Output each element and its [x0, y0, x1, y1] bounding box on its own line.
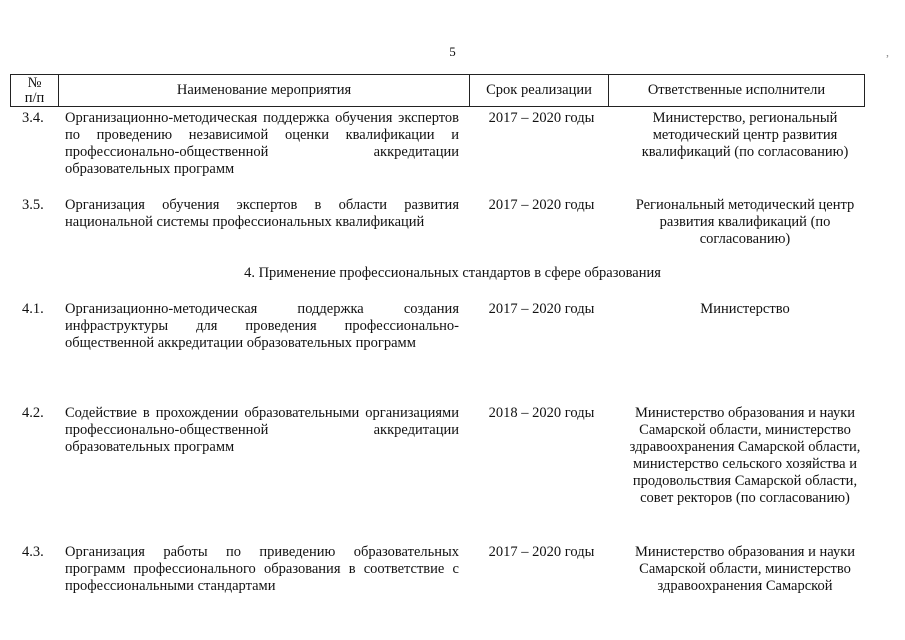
row-name: Организация работы по приведению образовательных программ профессионального образования в соответствие с профессиональными стандартами [65, 544, 459, 594]
row-number: 4.1. [22, 301, 44, 317]
header-name: Наименование мероприятия [59, 75, 470, 106]
row-term: 2017 – 2020 годы [488, 197, 595, 213]
row-name: Содействие в прохождении образовательными организациями профессионально-общественной аккредитации образовательных программ [65, 405, 459, 455]
header-responsible: Ответственные исполнители [647, 82, 826, 98]
row-term: 2017 – 2020 годы [488, 544, 595, 560]
row-name: Организационно-методическая поддержка создания инфраструктуры для проведения профессионально-общественной аккредитации образовательных программ [65, 301, 459, 351]
header-term: Срок реализации [470, 75, 609, 106]
page-number: 5 [449, 44, 456, 59]
row-number: 3.5. [22, 197, 44, 213]
corner-mark: , [886, 45, 889, 59]
row-term: 2017 – 2020 годы [488, 301, 595, 317]
row-responsible: Министерство, региональный методический центр развития квалификаций (по согласованию) [641, 110, 849, 160]
row-name: Организационно-методическая поддержка обучения экспертов по проведению независимой оценки квалификации и профессионально-общественной аккредитации образовательных программ [65, 110, 459, 177]
header-number-line2: п/п [24, 89, 45, 106]
row-number: 4.2. [22, 405, 44, 421]
row-number: 4.3. [22, 544, 44, 560]
row-responsible: Министерство [700, 301, 790, 317]
row-term: 2017 – 2020 годы [488, 110, 595, 126]
header-number-cell [11, 75, 59, 106]
row-number: 3.4. [22, 110, 44, 126]
row-responsible: Министерство образования и науки Самарской области, министерство здравоохранения Самарской области, министерство сельского хозяйства и продовольствия Самарской области, совет ректоров (по согласованию) [629, 405, 861, 506]
table-header [10, 74, 865, 107]
row-term: 2018 – 2020 годы [488, 405, 595, 421]
header-number-line1: № [27, 74, 42, 91]
section-title: 4. Применение профессиональных стандартов в сфере образования [244, 265, 661, 281]
row-name: Организация обучения экспертов в области развития национальной системы профессиональных квалификаций [65, 197, 459, 230]
row-responsible: Министерство образования и науки Самарской области, министерство здравоохранения Самарской [634, 544, 856, 594]
row-responsible: Региональный методический центр развития квалификаций (по согласованию) [635, 197, 855, 247]
